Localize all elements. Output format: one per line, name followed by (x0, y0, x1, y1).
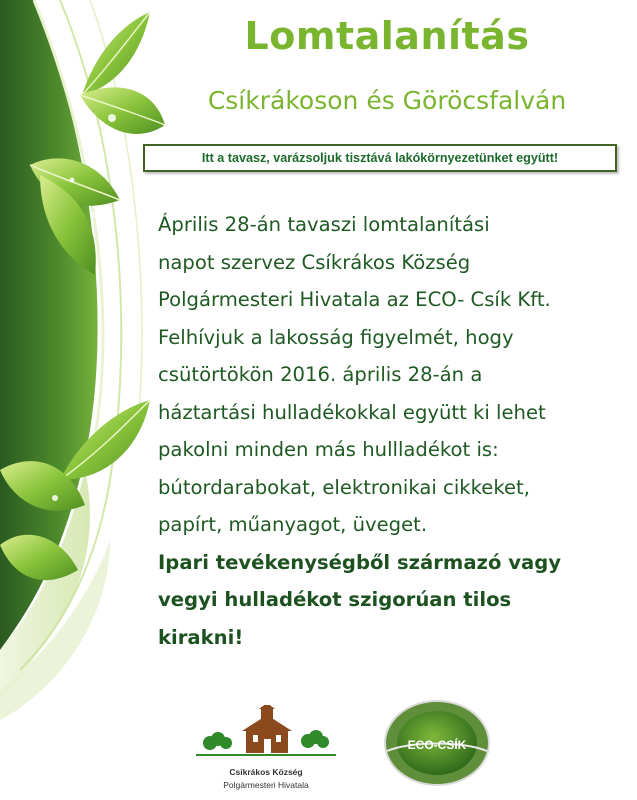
body-line: napot szervez Csíkrákos Község (158, 250, 471, 274)
page-subtitle: Csíkrákoson és Göröcsfalván (207, 86, 567, 115)
body-line: papírt, műanyagot, üveget. (158, 513, 428, 536)
body-line: bútordarabokat, elektronikai cikkeket, (158, 475, 530, 499)
body-line: csütörtökön 2016. április 28-án a (158, 363, 483, 386)
body-line: pakolni minden más hullladékot is: (158, 438, 499, 461)
eco-logo-text: ECO-CSÍK (407, 738, 467, 752)
slogan-text: Itt a tavasz, varázsoljuk tisztává lakókörnyezetünket együtt! (201, 151, 559, 165)
page-title: Lomtalanítás (244, 14, 530, 58)
body-line: Április 28-án tavaszi lomtalanítási (158, 213, 490, 236)
body-line: Polgármesteri Hivatala az ECO- Csík Kft. (158, 288, 551, 311)
announcement-body (158, 206, 633, 656)
body-line: Felhívjuk a lakosság figyelmét, hogy (158, 325, 514, 349)
municipality-logo (196, 705, 336, 767)
warning-line: vegyi hulladékot szigorúan tilos (158, 588, 512, 611)
warning-line: kirakni! (158, 625, 244, 649)
leaf-decoration (0, 0, 170, 800)
slogan-banner (143, 144, 617, 172)
body-line: háztartási hulladékokkal együtt ki lehet (158, 400, 546, 424)
municipality-office: Polgármesteri Hivatala (223, 780, 309, 790)
eco-csik-logo (381, 697, 493, 789)
warning-line: Ipari tevékenységből származó vagy (158, 550, 562, 574)
municipality-name: Csíkrákos Község (229, 767, 303, 777)
leaf-top (82, 12, 150, 95)
